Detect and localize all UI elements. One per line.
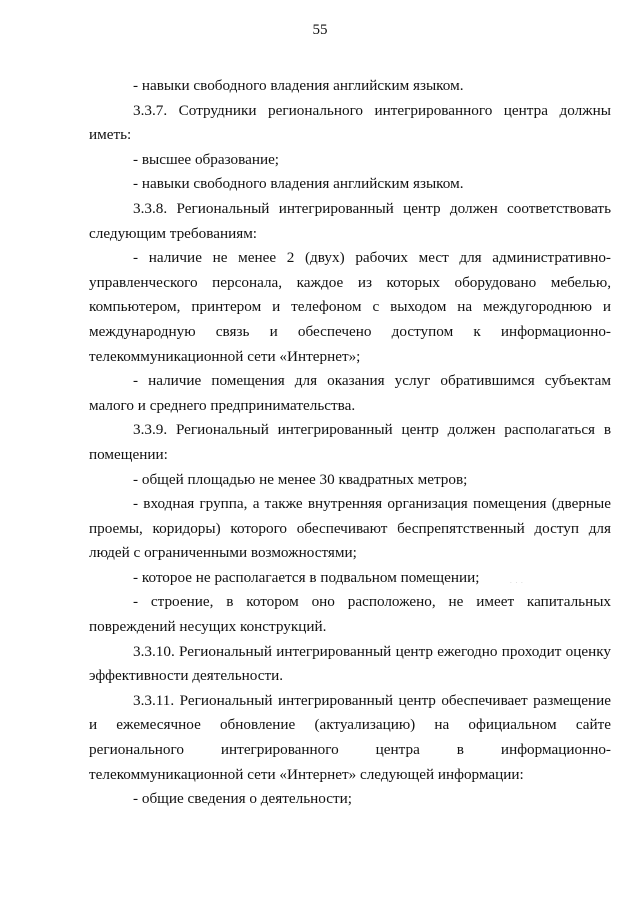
paragraph-english-skills: - навыки свободного владения английским языком.: [133, 77, 464, 94]
paragraph-premises-for-services: - наличие помещения для оказания услуг обратившимся субъектам малого и среднего предпринимательства.: [89, 372, 611, 414]
paragraph-3-3-8: 3.3.8. Региональный интегрированный центр должен соответствовать следующим требованиям:: [89, 199, 611, 242]
paragraph-area: - общей площадью не менее 30 квадратных метров;: [133, 470, 468, 488]
paragraph-entrance-group: - входная группа, а также внутренняя организация помещения (дверные проемы, коридоры) которого обеспечивают беспрепятственный доступ для людей с ограниченными возможностями;: [89, 495, 611, 562]
scan-artifact: . . .: [510, 577, 524, 585]
paragraph-3-3-7: 3.3.7. Сотрудники регионального интегрированного центра должны иметь:: [89, 101, 611, 144]
paragraph-building-damage: - строение, в котором оно расположено, не имеет капитальных повреждений несущих конструкций.: [89, 593, 611, 636]
paragraph-english-skills-2: - навыки свободного владения английским языком.: [133, 175, 464, 193]
paragraph-higher-education: - высшее образование;: [133, 150, 280, 168]
paragraph-not-basement: - которое не располагается в подвальном помещении;: [133, 568, 480, 586]
page-number: 55: [312, 22, 328, 38]
paragraph-3-3-10: 3.3.10. Региональный интегрированный центр ежегодно проходит оценку эффективности деятельности.: [89, 642, 611, 685]
paragraph-3-3-9: 3.3.9. Региональный интегрированный центр должен располагаться в помещении:: [89, 421, 611, 463]
paragraph-3-3-11: 3.3.11. Региональный интегрированный центр обеспечивает размещение и ежемесячное обновление (актуализацию) на официальном сайте регионального интегрированного центра в информационно-телекоммуникационной сети «Интернет» следующей информации:: [89, 691, 611, 783]
paragraph-general-info: - общие сведения о деятельности;: [133, 790, 352, 808]
paragraph-workplaces: - наличие не менее 2 (двух) рабочих мест для административно-управленческого персонала, каждое из которых оборудовано мебелью, компьютером, принтером и телефоном с выходом на междугороднюю и международную связь и обеспечено доступом к информационно-телекоммуникационной сети «Интернет»;: [89, 249, 611, 365]
document-body: [89, 74, 611, 812]
